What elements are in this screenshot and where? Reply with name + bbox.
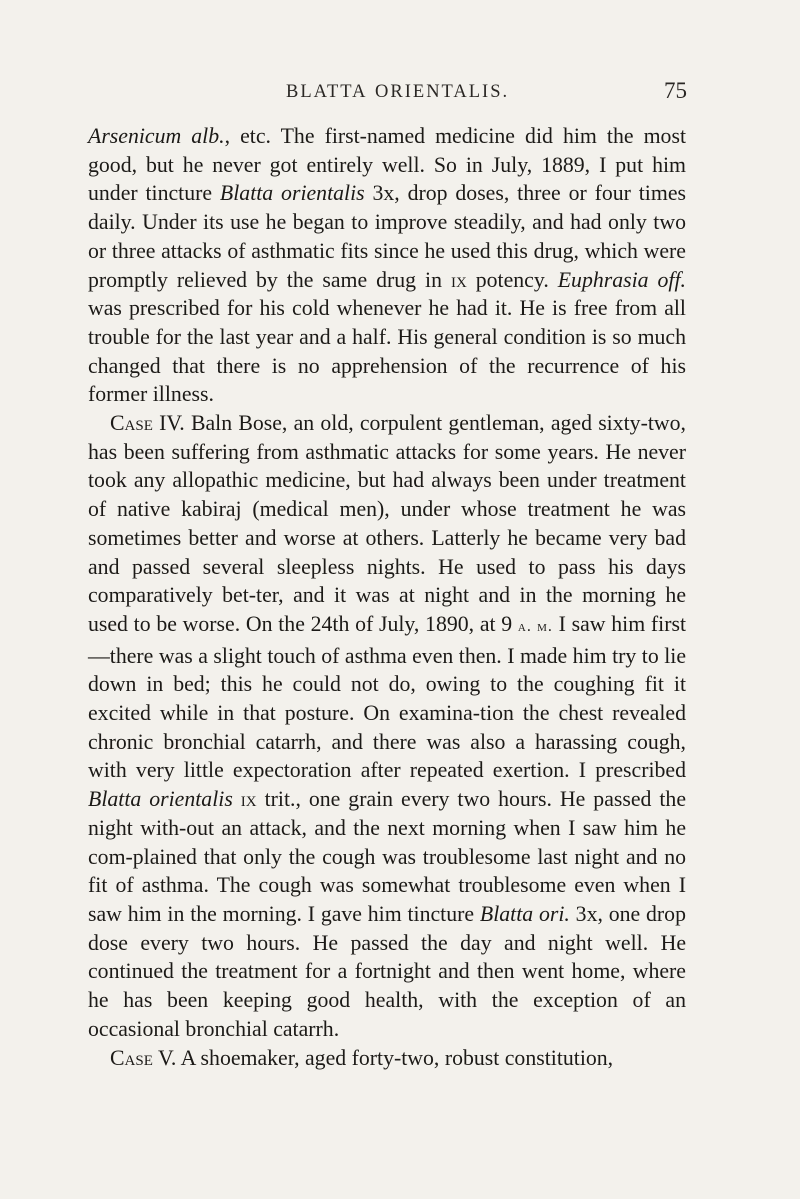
body-text <box>88 122 686 1072</box>
paragraph-continued <box>88 122 686 409</box>
drug-name: Blatta orientalis <box>88 787 233 812</box>
drug-name: Blatta orientalis <box>219 181 365 206</box>
paragraph-case-v <box>88 1044 686 1073</box>
text-run: trit., one grain every two hours. He passed the night with-out an attack, and the next morning when I saw him he com-plained that only the cough was troublesome last night and no fit of asthma. The cough was somewhat troublesome even when I saw him in the morning. I gave him tincture <box>88 787 687 926</box>
time-abbrev: a. m. <box>517 617 553 635</box>
paragraph-case-iv <box>88 409 686 1043</box>
page-number: 75 <box>664 78 687 103</box>
potency-numeral: ix <box>240 787 257 812</box>
running-title: BLATTA ORIENTALIS. <box>286 82 510 102</box>
text-run: I saw him first —there was a slight touch of asthma even then. I made him try to lie down in bed; this he could not do, owing to the coughing fit it excited while in that posture. On examina-tion the chest revealed chronic bronchial catarrh, and there was also a harassing cough, with very little expectoration after repeated exertion. I prescribed <box>88 611 686 783</box>
text-run: IV. Baln Bose, an old, corpulent gentleman, aged sixty-two, has been suffering from asthmatic attacks for some years. He never took any allopathic medicine, but had always been under treatment of native kabiraj (medical men), under whose treatment he was sometimes better and worse at others. Latterly he became very bad and passed several sleepless nights. He used to pass his days comparatively bet-ter, and it was at night and in the morning he used to be worse. On the 24th of July, 1890, at 9 <box>88 411 686 636</box>
drug-name: Arsenicum alb. <box>88 124 225 148</box>
text-run: potency. <box>466 267 558 292</box>
drug-name: Euphrasia off. <box>557 267 686 292</box>
text-run <box>233 787 241 811</box>
text-run: 3x, one drop dose every two hours. He passed the day and night well. He continued the treatment for a fortnight and then went home, where he has been keeping good health, with the exception of an occasional bronchial catarrh. <box>88 901 686 1041</box>
case-label: Case <box>110 411 153 436</box>
text-run: 3x, drop doses, three or four times daily. Under its use he began to improve steadily, and had only two or three attacks of asthmatic fits since he used this drug, which were promptly relieved by the same drug in <box>88 181 686 292</box>
drug-name: Blatta ori. <box>479 901 570 926</box>
case-label: Case <box>110 1045 153 1070</box>
text-run: V. A shoemaker, aged forty-two, robust constitution, <box>152 1045 614 1070</box>
potency-numeral: ix <box>450 267 467 292</box>
text-run: , etc. The first-named medicine did him the most good, but he never got entirely well. So in July, 1889, I put him under tincture <box>88 124 686 206</box>
text-run: was prescribed for his cold whenever he had it. He is free from all trouble for the last year and a half. His general condition is so much changed that there is no apprehension of the recurrence of his former illness. <box>88 296 686 407</box>
